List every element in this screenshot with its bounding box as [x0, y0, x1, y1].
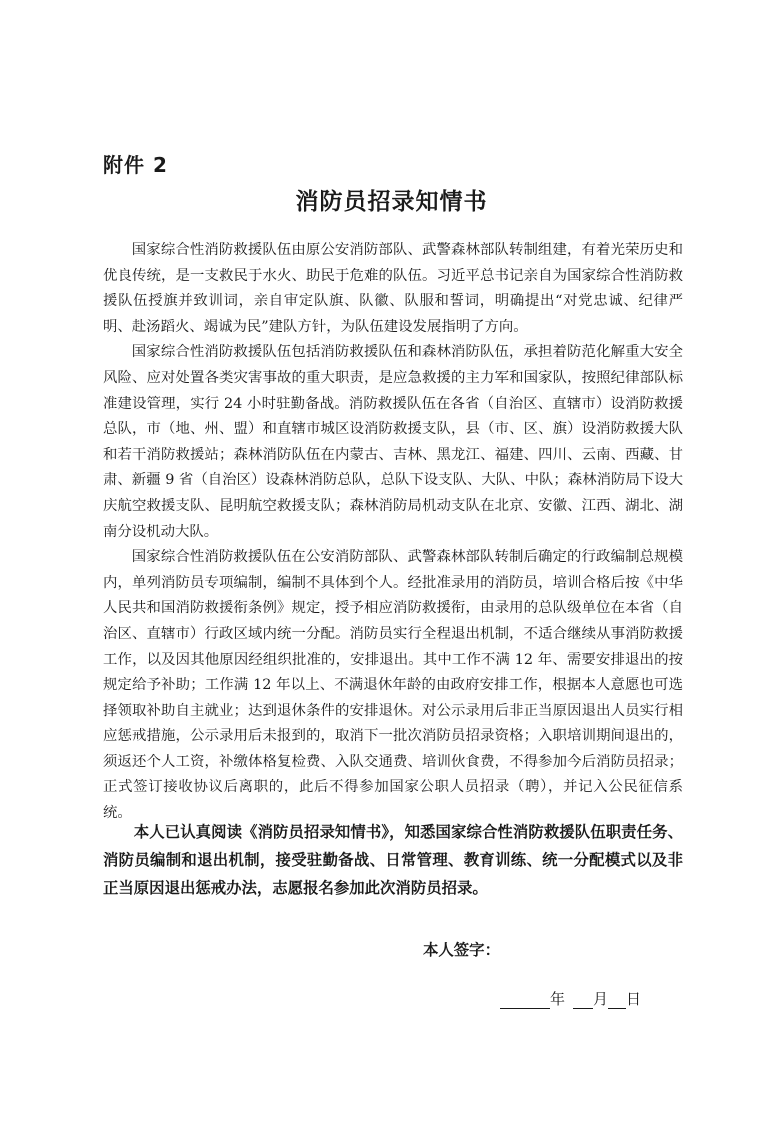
document-body	[103, 238, 683, 827]
month-blank[interactable]	[573, 991, 593, 1009]
applicant-declaration: 本人已认真阅读《消防员招录知情书》，知悉国家综合性消防救援队伍职责任务、消防员编制和退出机制，接受驻勤备战、日常管理、教育训练、统一分配模式以及非正当原因退出惩戒办法，志愿报名参加此次消防员招录。	[103, 823, 683, 897]
signature-label: 本人签字：	[423, 941, 500, 959]
paragraph-intro: 国家综合性消防救援队伍由原公安消防部队、武警森林部队转制组建，有着光荣历史和优良传统，是一支救民于水火、助民于危难的队伍。习近平总书记亲自为国家综合性消防救援队伍授旗并致训词，亲自审定队旗、队徽、队服和誓词，明确提出“对党忠诚、纪律严明、赴汤蹈火、竭诚为民”建队方针，为队伍建设发展指明了方向。	[103, 242, 683, 335]
attachment-label: 附件 2	[103, 153, 168, 177]
document-title: 消防员招录知情书	[295, 189, 488, 215]
year-unit: 年	[550, 990, 566, 1008]
year-blank[interactable]	[500, 991, 550, 1009]
paragraph-staffing: 国家综合性消防救援队伍在公安消防部队、武警森林部队转制后确定的行政编制总规模内，单列消防员专项编制，编制不具体到个人。经批准录用的消防员，培训合格后按《中华人民共和国消防救援衔条例》规定，授予相应消防救援衔，由录用的总队级单位在本省（自治区、直辖市）行政区域内统一分配。消防员实行全程退出机制，不适合继续从事消防救援工作，以及因其他原因经组织批准的，安排退出。其中工作不满 12 年、需要安排退出的按规定给予补助；工作满 12 年以上、不满退休年龄的由政府安排工作，根据本人意愿也可选择领取补助自主就业；达到退休条件的安排退休。对公示录用后非正当原因退出人员实行相应惩戒措施，公示录用后未报到的，取消下一批次消防员招录资格；入职培训期间退出的，须返还个人工资，补缴体格复检费、入队交通费、培训伙食费，不得参加今后消防员招录；正式签订接收协议后离职的，此后不得参加国家公职人员招录（聘），并记入公民征信系统。	[103, 549, 683, 822]
paragraph-structure: 国家综合性消防救援队伍包括消防救援队伍和森林消防队伍，承担着防范化解重大安全风险、应对处置各类灾害事故的重大职责，是应急救援的主力军和国家队，按照纪律部队标准建设管理，实行 24 小时驻勤备战。消防救援队伍在各省（自治区、直辖市）设消防救援总队，市（地、州、盟）和直辖市城区设消防救援支队，县（市、区、旗）设消防救援大队和若干消防救援站；森林消防队伍在内蒙古、吉林、黑龙江、福建、四川、云南、西藏、甘肃、新疆 9 省（自治区）设森林消防总队，总队下设支队、大队、中队；森林消防局下设大庆航空救援支队、昆明航空救援支队；森林消防局机动支队在北京、安徽、江西、湖北、湖南分设机动大队。	[103, 344, 683, 540]
day-blank[interactable]	[608, 991, 626, 1009]
date-line	[500, 988, 641, 1009]
month-unit: 月	[593, 990, 609, 1008]
day-unit: 日	[626, 990, 642, 1008]
